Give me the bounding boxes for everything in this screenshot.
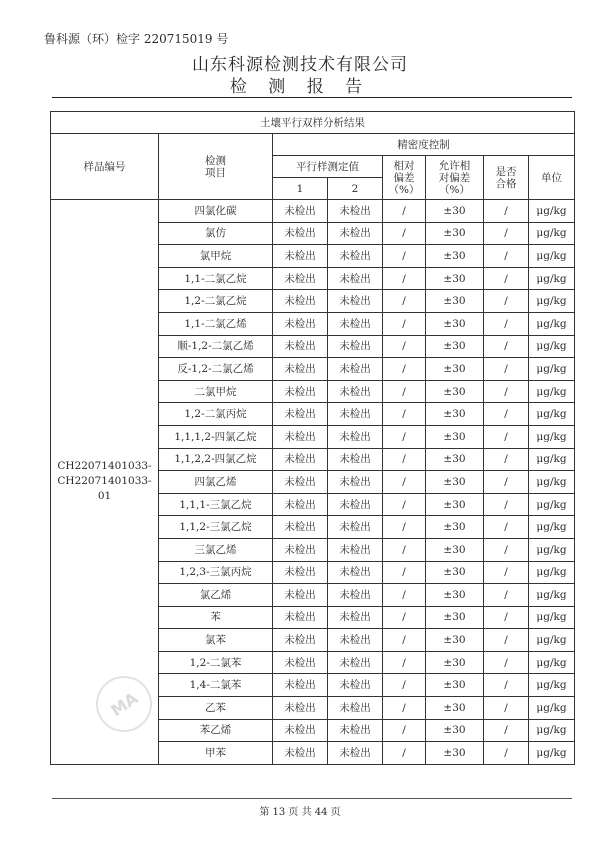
test-item-cell: 氯苯: [159, 629, 273, 652]
qualified-cell: /: [484, 538, 529, 561]
qualified-cell: /: [484, 742, 529, 765]
parallel-2-cell: 未检出: [328, 448, 383, 471]
qualified-cell: /: [484, 448, 529, 471]
qualified-cell: /: [484, 651, 529, 674]
qualified-cell: /: [484, 493, 529, 516]
unit-cell: μg/kg: [529, 335, 575, 358]
unit-cell: μg/kg: [529, 606, 575, 629]
relative-deviation-cell: /: [383, 697, 426, 720]
qualified-cell: /: [484, 629, 529, 652]
parallel-1-cell: 未检出: [273, 584, 328, 607]
allowed-deviation-cell: ±30: [426, 245, 484, 268]
parallel-2-cell: 未检出: [328, 584, 383, 607]
parallel-2-cell: 未检出: [328, 674, 383, 697]
header-relative-deviation: 相对 偏差 （%）: [383, 156, 426, 200]
allowed-deviation-cell: ±30: [426, 335, 484, 358]
relative-deviation-cell: /: [383, 719, 426, 742]
unit-cell: μg/kg: [529, 200, 575, 223]
test-item-cell: 1,4-二氯苯: [159, 674, 273, 697]
qualified-cell: /: [484, 222, 529, 245]
parallel-1-cell: 未检出: [273, 380, 328, 403]
parallel-1-cell: 未检出: [273, 629, 328, 652]
unit-cell: μg/kg: [529, 448, 575, 471]
qualified-cell: /: [484, 719, 529, 742]
parallel-2-cell: 未检出: [328, 719, 383, 742]
qualified-cell: /: [484, 516, 529, 539]
relative-deviation-cell: /: [383, 380, 426, 403]
parallel-2-cell: 未检出: [328, 651, 383, 674]
test-item-cell: 1,2,3-三氯丙烷: [159, 561, 273, 584]
relative-deviation-cell: /: [383, 267, 426, 290]
unit-cell: μg/kg: [529, 245, 575, 268]
header-unit: 单位: [529, 156, 575, 200]
relative-deviation-cell: /: [383, 493, 426, 516]
allowed-deviation-cell: ±30: [426, 538, 484, 561]
qualified-cell: /: [484, 561, 529, 584]
parallel-2-cell: 未检出: [328, 222, 383, 245]
report-title: 检 测 报 告: [229, 77, 371, 97]
qualified-cell: /: [484, 584, 529, 607]
allowed-deviation-cell: ±30: [426, 493, 484, 516]
unit-cell: μg/kg: [529, 742, 575, 765]
allowed-deviation-cell: ±30: [426, 312, 484, 335]
allowed-deviation-cell: ±30: [426, 425, 484, 448]
allowed-deviation-cell: ±30: [426, 448, 484, 471]
unit-cell: μg/kg: [529, 403, 575, 426]
parallel-1-cell: 未检出: [273, 290, 328, 313]
unit-cell: μg/kg: [529, 493, 575, 516]
parallel-2-cell: 未检出: [328, 697, 383, 720]
relative-deviation-cell: /: [383, 358, 426, 381]
relative-deviation-cell: /: [383, 561, 426, 584]
qualified-cell: /: [484, 403, 529, 426]
parallel-2-cell: 未检出: [328, 245, 383, 268]
allowed-deviation-cell: ±30: [426, 742, 484, 765]
table-caption: 土壤平行双样分析结果: [51, 112, 575, 134]
footer-rule: [52, 798, 572, 799]
test-item-cell: 1,2-二氯丙烷: [159, 403, 273, 426]
unit-cell: μg/kg: [529, 584, 575, 607]
relative-deviation-cell: /: [383, 584, 426, 607]
qualified-cell: /: [484, 358, 529, 381]
allowed-deviation-cell: ±30: [426, 674, 484, 697]
test-item-cell: 氯乙烯: [159, 584, 273, 607]
parallel-2-cell: 未检出: [328, 516, 383, 539]
qualified-cell: /: [484, 471, 529, 494]
relative-deviation-cell: /: [383, 290, 426, 313]
parallel-2-cell: 未检出: [328, 561, 383, 584]
header-parallel-1: 1: [273, 178, 328, 200]
parallel-2-cell: 未检出: [328, 290, 383, 313]
unit-cell: μg/kg: [529, 425, 575, 448]
header-sample-id: 样品编号: [51, 134, 159, 200]
parallel-1-cell: 未检出: [273, 200, 328, 223]
watermark-stamp: MA: [85, 665, 163, 743]
parallel-1-cell: 未检出: [273, 358, 328, 381]
relative-deviation-cell: /: [383, 629, 426, 652]
unit-cell: μg/kg: [529, 380, 575, 403]
qualified-cell: /: [484, 697, 529, 720]
allowed-deviation-cell: ±30: [426, 561, 484, 584]
test-item-cell: 1,2-二氯苯: [159, 651, 273, 674]
unit-cell: μg/kg: [529, 629, 575, 652]
test-item-cell: 苯: [159, 606, 273, 629]
parallel-2-cell: 未检出: [328, 358, 383, 381]
relative-deviation-cell: /: [383, 471, 426, 494]
test-item-cell: 甲苯: [159, 742, 273, 765]
parallel-2-cell: 未检出: [328, 312, 383, 335]
allowed-deviation-cell: ±30: [426, 629, 484, 652]
test-item-cell: 1,1,2,2-四氯乙烷: [159, 448, 273, 471]
allowed-deviation-cell: ±30: [426, 697, 484, 720]
sample-id-cell: CH22071401033- CH22071401033-01: [51, 200, 159, 765]
parallel-1-cell: 未检出: [273, 742, 328, 765]
test-item-cell: 1,1,1-三氯乙烷: [159, 493, 273, 516]
parallel-1-cell: 未检出: [273, 448, 328, 471]
allowed-deviation-cell: ±30: [426, 200, 484, 223]
qualified-cell: /: [484, 200, 529, 223]
test-item-cell: 二氯甲烷: [159, 380, 273, 403]
relative-deviation-cell: /: [383, 200, 426, 223]
unit-cell: μg/kg: [529, 719, 575, 742]
qualified-cell: /: [484, 312, 529, 335]
parallel-1-cell: 未检出: [273, 697, 328, 720]
unit-cell: μg/kg: [529, 538, 575, 561]
test-item-cell: 1,2-二氯乙烷: [159, 290, 273, 313]
parallel-1-cell: 未检出: [273, 674, 328, 697]
unit-cell: μg/kg: [529, 674, 575, 697]
header-precision-control: 精密度控制: [273, 134, 575, 156]
relative-deviation-cell: /: [383, 335, 426, 358]
unit-cell: μg/kg: [529, 651, 575, 674]
company-name: 山东科源检测技术有限公司: [192, 55, 408, 75]
allowed-deviation-cell: ±30: [426, 516, 484, 539]
page-number: 第 13 页 共 44 页: [259, 807, 341, 818]
unit-cell: μg/kg: [529, 516, 575, 539]
table-row: [51, 200, 575, 223]
parallel-2-cell: 未检出: [328, 629, 383, 652]
qualified-cell: /: [484, 380, 529, 403]
unit-cell: μg/kg: [529, 290, 575, 313]
parallel-2-cell: 未检出: [328, 742, 383, 765]
parallel-2-cell: 未检出: [328, 267, 383, 290]
test-item-cell: 1,1-二氯乙烯: [159, 312, 273, 335]
relative-deviation-cell: /: [383, 222, 426, 245]
qualified-cell: /: [484, 606, 529, 629]
unit-cell: μg/kg: [529, 222, 575, 245]
parallel-2-cell: 未检出: [328, 425, 383, 448]
relative-deviation-cell: /: [383, 448, 426, 471]
allowed-deviation-cell: ±30: [426, 606, 484, 629]
qualified-cell: /: [484, 245, 529, 268]
test-item-cell: 苯乙烯: [159, 719, 273, 742]
test-item-cell: 四氯乙烯: [159, 471, 273, 494]
relative-deviation-cell: /: [383, 403, 426, 426]
parallel-1-cell: 未检出: [273, 267, 328, 290]
parallel-1-cell: 未检出: [273, 719, 328, 742]
parallel-2-cell: 未检出: [328, 403, 383, 426]
test-item-cell: 1,1-二氯乙烷: [159, 267, 273, 290]
header-rule: [52, 97, 572, 98]
test-item-cell: 反-1,2-二氯乙烯: [159, 358, 273, 381]
header-parallel-2: 2: [328, 178, 383, 200]
allowed-deviation-cell: ±30: [426, 719, 484, 742]
relative-deviation-cell: /: [383, 245, 426, 268]
parallel-2-cell: 未检出: [328, 538, 383, 561]
parallel-1-cell: 未检出: [273, 606, 328, 629]
header-test-item: 检测 项目: [159, 134, 273, 200]
parallel-2-cell: 未检出: [328, 380, 383, 403]
parallel-2-cell: 未检出: [328, 335, 383, 358]
report-number: 鲁科源（环）检字 220715019 号: [44, 32, 229, 46]
allowed-deviation-cell: ±30: [426, 584, 484, 607]
unit-cell: μg/kg: [529, 358, 575, 381]
parallel-1-cell: 未检出: [273, 425, 328, 448]
relative-deviation-cell: /: [383, 742, 426, 765]
parallel-1-cell: 未检出: [273, 651, 328, 674]
test-item-cell: 氯仿: [159, 222, 273, 245]
relative-deviation-cell: /: [383, 674, 426, 697]
parallel-2-cell: 未检出: [328, 606, 383, 629]
header-qualified: 是否 合格: [484, 156, 529, 200]
relative-deviation-cell: /: [383, 606, 426, 629]
unit-cell: μg/kg: [529, 312, 575, 335]
allowed-deviation-cell: ±30: [426, 403, 484, 426]
allowed-deviation-cell: ±30: [426, 222, 484, 245]
unit-cell: μg/kg: [529, 471, 575, 494]
parallel-2-cell: 未检出: [328, 471, 383, 494]
parallel-1-cell: 未检出: [273, 493, 328, 516]
allowed-deviation-cell: ±30: [426, 290, 484, 313]
parallel-1-cell: 未检出: [273, 312, 328, 335]
unit-cell: μg/kg: [529, 697, 575, 720]
parallel-1-cell: 未检出: [273, 403, 328, 426]
qualified-cell: /: [484, 425, 529, 448]
relative-deviation-cell: /: [383, 538, 426, 561]
relative-deviation-cell: /: [383, 651, 426, 674]
qualified-cell: /: [484, 267, 529, 290]
test-item-cell: 顺-1,2-二氯乙烯: [159, 335, 273, 358]
test-item-cell: 四氯化碳: [159, 200, 273, 223]
test-item-cell: 1,1,1,2-四氯乙烷: [159, 425, 273, 448]
parallel-1-cell: 未检出: [273, 335, 328, 358]
allowed-deviation-cell: ±30: [426, 358, 484, 381]
test-item-cell: 乙苯: [159, 697, 273, 720]
parallel-1-cell: 未检出: [273, 538, 328, 561]
header-allowed-deviation: 允许相 对偏差 （%）: [426, 156, 484, 200]
relative-deviation-cell: /: [383, 516, 426, 539]
qualified-cell: /: [484, 335, 529, 358]
parallel-1-cell: 未检出: [273, 245, 328, 268]
allowed-deviation-cell: ±30: [426, 471, 484, 494]
parallel-2-cell: 未检出: [328, 493, 383, 516]
parallel-1-cell: 未检出: [273, 516, 328, 539]
test-item-cell: 三氯乙烯: [159, 538, 273, 561]
qualified-cell: /: [484, 674, 529, 697]
parallel-1-cell: 未检出: [273, 471, 328, 494]
allowed-deviation-cell: ±30: [426, 651, 484, 674]
parallel-2-cell: 未检出: [328, 200, 383, 223]
header-parallel-values: 平行样测定值: [273, 156, 383, 178]
allowed-deviation-cell: ±30: [426, 380, 484, 403]
results-table: [50, 111, 575, 765]
qualified-cell: /: [484, 290, 529, 313]
test-item-cell: 氯甲烷: [159, 245, 273, 268]
unit-cell: μg/kg: [529, 267, 575, 290]
test-item-cell: 1,1,2-三氯乙烷: [159, 516, 273, 539]
allowed-deviation-cell: ±30: [426, 267, 484, 290]
unit-cell: μg/kg: [529, 561, 575, 584]
parallel-1-cell: 未检出: [273, 561, 328, 584]
relative-deviation-cell: /: [383, 425, 426, 448]
parallel-1-cell: 未检出: [273, 222, 328, 245]
relative-deviation-cell: /: [383, 312, 426, 335]
